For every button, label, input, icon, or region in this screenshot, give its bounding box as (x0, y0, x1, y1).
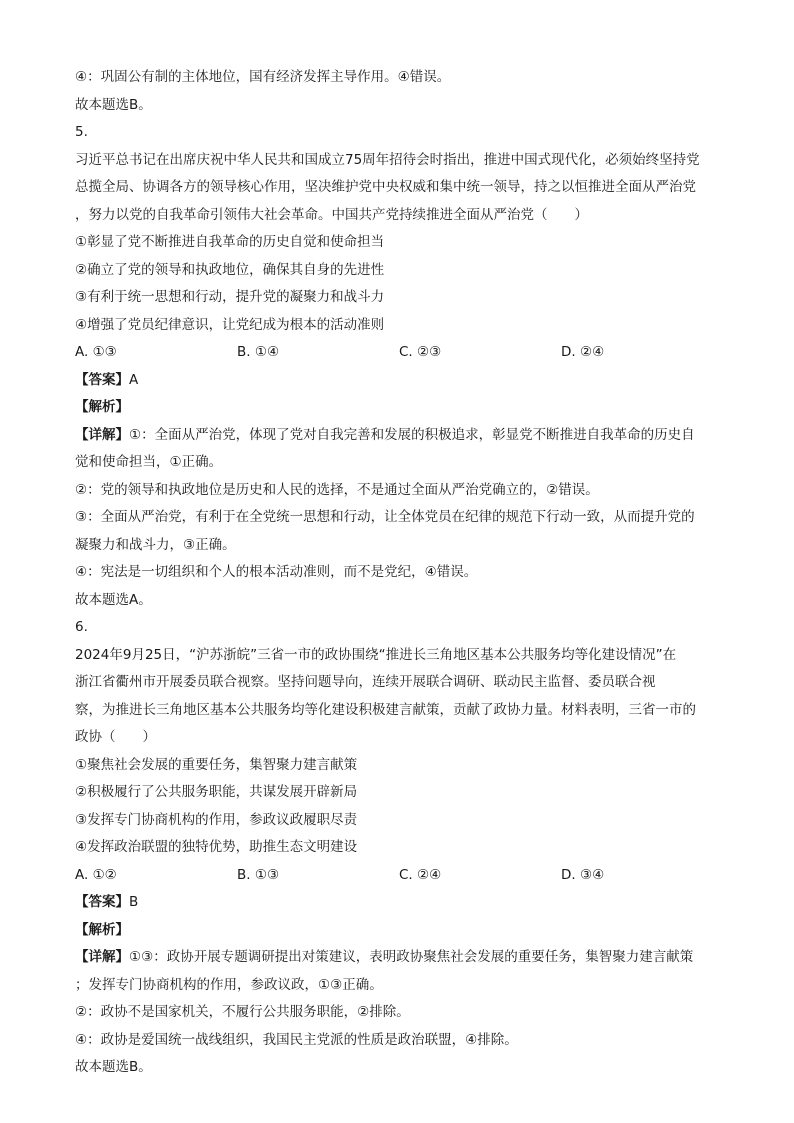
q6-option-c: C. ②④ (399, 866, 442, 883)
q6-option-a: A. ①② (75, 866, 117, 883)
q5-answer (75, 367, 723, 395)
q6-number: 6. (75, 619, 88, 635)
q5-detail-line (75, 422, 723, 450)
q6-statement-3: ③发挥专门协商机构的作用，参政议政履职尽责 (75, 811, 358, 828)
q6-answer-value: B (129, 894, 139, 910)
q6-detail-line (75, 944, 723, 972)
q5-stem-line: 总揽全局、协调各方的领导核心作用，坚决维护党中央权威和集中统一领导，持之以恒推进全面从严治党 (75, 179, 696, 195)
q6-analysis-label: 【解析】 (75, 921, 129, 938)
q5-detail-line: 觉和使命担当，①正确。 (75, 454, 223, 470)
q6-stem-line: 政协（ ） (75, 729, 156, 745)
q5-statement-1: ①彰显了党不断推进自我革命的历史自觉和使命担当 (75, 234, 385, 250)
q6-detail-text: ①③：政协开展专题调研提出对策建议，表明政协聚焦社会发展的重要任务，集智聚力建言献策 (129, 949, 694, 965)
q5-stem-line: ，努力以党的自我革命引领伟大社会革命。中国共产党持续推进全面从严治党（ ） (75, 206, 588, 223)
q5-conclusion: 故本题选A。 (75, 591, 152, 608)
q6-option-d: D. ③④ (561, 866, 605, 883)
prev-conclusion: 故本题选B。 (75, 96, 152, 113)
q6-answer-label: 【答案】 (75, 894, 129, 910)
q6-stem-line: 浙江省衢州市开展委员联合视察。坚持问题导向，连续开展联合调研、联动民主监督、委员联合视 (75, 674, 656, 690)
q6-detail-line: ②：政协不是国家机关，不履行公共服务职能，②排除。 (75, 1004, 410, 1020)
q5-statement-2: ②确立了党的领导和执政地位，确保其自身的先进性 (75, 261, 385, 278)
q5-option-c: C. ②③ (399, 344, 442, 360)
q6-option-b: B. ①③ (237, 866, 280, 883)
q5-option-b: B. ①④ (237, 344, 280, 360)
q5-statement-3: ③有利于统一思想和行动，提升党的凝聚力和战斗力 (75, 289, 385, 305)
document-page (75, 64, 723, 1082)
question-6 (75, 614, 723, 1082)
q6-conclusion: 故本题选B。 (75, 1059, 152, 1075)
q5-detail-line: ④：宪法是一切组织和个人的根本活动准则，而不是党纪，④错误。 (75, 564, 478, 580)
question-5 (75, 119, 723, 614)
q6-statement-2: ②积极履行了公共服务职能，共谋发展开辟新局 (75, 784, 358, 800)
q6-detail-line: ；发挥专门协商机构的作用，参政议政，①③正确。 (75, 976, 383, 993)
q6-stem-line: 察，为推进长三角地区基本公共服务均等化建设积极建言献策，贡献了政协力量。材料表明，三省一市的 (75, 701, 696, 718)
q5-option-a: A. ①③ (75, 344, 117, 360)
q5-detail-line: 凝聚力和战斗力，③正确。 (75, 536, 236, 553)
q5-detail-label: 【详解】 (75, 426, 129, 443)
q5-analysis-label: 【解析】 (75, 399, 129, 415)
q6-answer (75, 889, 723, 917)
q6-analysis (75, 917, 723, 945)
q6-options (75, 862, 723, 890)
q6-detail-line: ④：政协是爱国统一战线组织，我国民主党派的性质是政治联盟，④排除。 (75, 1031, 518, 1048)
q6-detail-label: 【详解】 (75, 949, 129, 965)
q5-statement-4: ④增强了党员纪律意识，让党纪成为根本的活动准则 (75, 316, 385, 333)
q5-stem-line: 习近平总书记在出席庆祝中华人民共和国成立75周年招待会时指出，推进中国式现代化，必须始终坚持党 (75, 151, 700, 168)
q5-answer-value: A (129, 371, 139, 388)
q5-answer-label: 【答案】 (75, 371, 129, 388)
q5-detail-text: ①：全面从严治党，体现了党对自我完善和发展的积极追求，彰显党不断推进自我革命的历史自 (129, 426, 695, 443)
q5-detail-line: ③：全面从严治党，有利于在全党统一思想和行动，让全体党员在纪律的规范下行动一致，从而提升党的 (75, 509, 695, 525)
prev-analysis-4: ④：巩固公有制的主体地位，国有经济发挥主导作用。④错误。 (75, 69, 451, 85)
q5-option-d: D. ②④ (561, 344, 605, 360)
q6-stem-line: 2024年9月25日，“沪苏浙皖”三省一市的政协围绕“推进长三角地区基本公共服务均等化建设情况”在 (75, 646, 677, 663)
q5-options (75, 339, 723, 367)
q5-analysis (75, 394, 723, 422)
q5-number: 5. (75, 124, 88, 140)
q5-detail-line: ②：党的领导和执政地位是历史和人民的选择，不是通过全面从严治党确立的，②错误。 (75, 481, 599, 498)
q6-statement-4: ④发挥政治联盟的独特优势，助推生态文明建设 (75, 839, 358, 855)
q6-statement-1: ①聚焦社会发展的重要任务，集智聚力建言献策 (75, 756, 358, 773)
